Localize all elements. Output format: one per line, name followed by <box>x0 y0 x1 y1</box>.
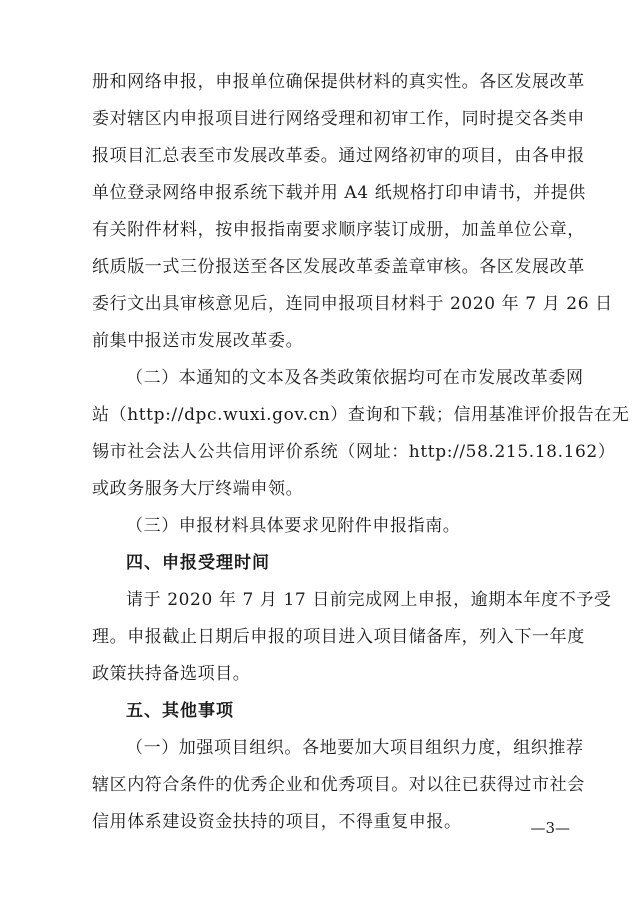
paragraph-1-line-4: 单位登录网络申报系统下载并用 A4 纸规格打印申请书，并提供 <box>92 183 586 203</box>
paragraph-1-line-1: 册和网络申报，申报单位确保提供材料的真实性。各区发展改革 <box>92 72 585 92</box>
section-5-line-2: 辖区内符合条件的优秀企业和优秀项目。对以往已获得过市社会 <box>92 775 585 795</box>
paragraph-1-line-8: 前集中报送市发展改革委。 <box>92 331 304 351</box>
section-4-line-3: 政策扶持备选项目。 <box>92 664 251 684</box>
section-5-line-3: 信用体系建设资金扶持的项目，不得重复申报。 <box>92 812 462 832</box>
paragraph-1-line-3: 报项目汇总表至市发展改革委。通过网络初审的项目，由各申报 <box>92 146 585 166</box>
section-4-heading: 四、申报受理时间 <box>126 553 270 573</box>
paragraph-2-line-2: 站（http://dpc.wuxi.gov.cn）查询和下载；信用基准评价报告在无 <box>92 405 630 425</box>
section-4-line-1: 请于 2020 年 7 月 17 日前完成网上申报，逾期本年度不予受 <box>126 590 612 610</box>
section-5-heading: 五、其他事项 <box>126 701 234 721</box>
paragraph-3: （三）申报材料具体要求见附件申报指南。 <box>126 516 461 536</box>
paragraph-1-line-5: 有关附件材料，按申报指南要求顺序装订成册，加盖单位公章， <box>92 220 585 240</box>
section-5-line-1: （一）加强项目组织。各地要加大项目组织力度，组织推荐 <box>126 738 584 758</box>
paragraph-1-line-2: 委对辖区内申报项目进行网络受理和初审工作，同时提交各类申 <box>92 109 585 129</box>
paragraph-2-line-1: （二）本通知的文本及各类政策依据均可在市发展改革委网 <box>126 368 584 388</box>
page-number: —3— <box>530 819 570 837</box>
paragraph-1-line-7: 委行文出具审核意见后，连同申报项目材料于 2020 年 7 月 26 日 <box>92 294 613 314</box>
paragraph-1-line-6: 纸质版一式三份报送至各区发展改革委盖章审核。各区发展改革 <box>92 257 585 277</box>
paragraph-2-line-4: 或政务服务大厅终端申领。 <box>92 479 304 499</box>
paragraph-2-line-3: 锡市社会法人公共信用评价系统（网址：http://58.215.18.162） <box>92 442 616 462</box>
section-4-line-2: 理。申报截止日期后申报的项目进入项目储备库，列入下一年度 <box>92 627 585 647</box>
